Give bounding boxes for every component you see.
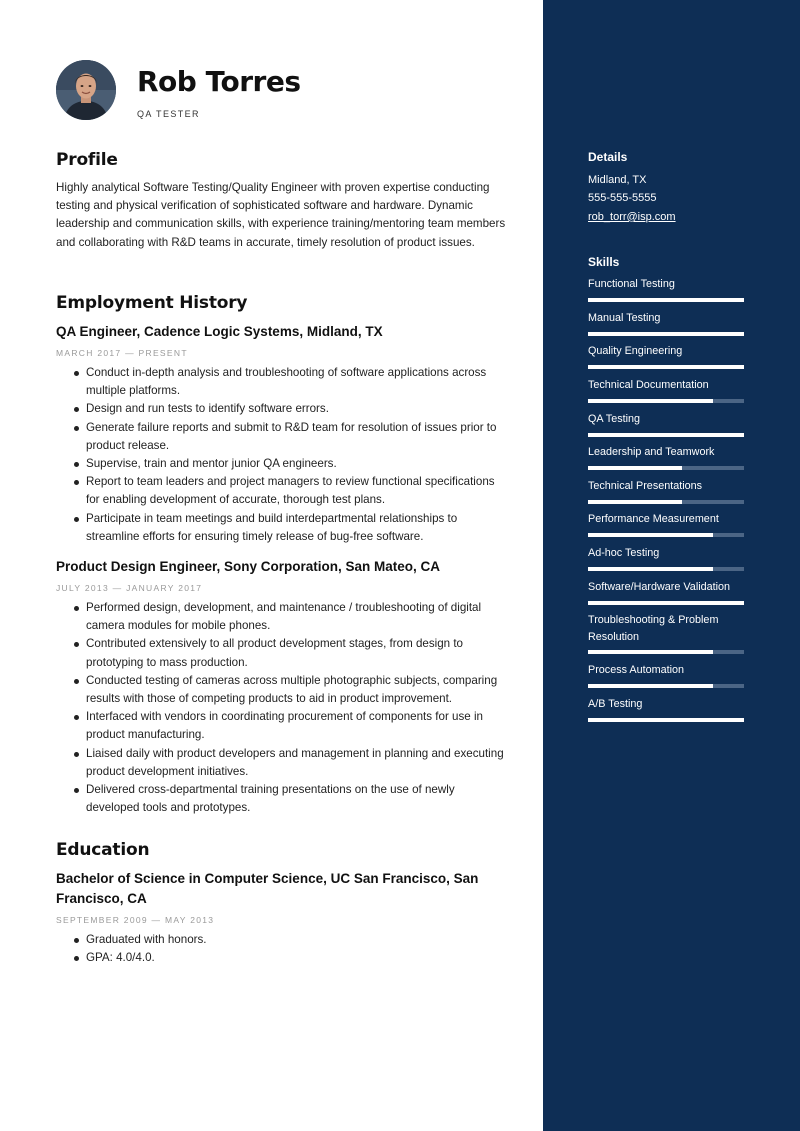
skill-label: Quality Engineering xyxy=(588,345,683,357)
education-heading: Education xyxy=(56,840,150,860)
candidate-name: Rob Torres xyxy=(137,65,301,98)
education-dates: SEPTEMBER 2009 — MAY 2013 xyxy=(56,915,215,925)
list-item: Report to team leaders and project managers to review functional specifications for enabling development of accurate, thorough test plans. xyxy=(86,473,506,509)
skill-label: Software/Hardware Validation xyxy=(588,581,731,593)
skill-level-fill xyxy=(588,500,682,504)
skill-level-bar xyxy=(588,601,744,605)
skill-item xyxy=(588,662,744,688)
details-location: Midland, TX xyxy=(588,174,647,186)
skill-level-fill xyxy=(588,650,713,654)
list-item: Conduct in-depth analysis and troubleshooting of software applications across multiple platforms. xyxy=(86,364,506,400)
skill-level-fill xyxy=(588,533,713,537)
job-bullets-1 xyxy=(86,364,506,546)
skill-label: Ad-hoc Testing xyxy=(588,547,660,559)
skill-level-bar xyxy=(588,533,744,537)
skill-level-bar xyxy=(588,567,744,571)
skill-level-bar xyxy=(588,500,744,504)
details-phone: 555-555-5555 xyxy=(588,192,657,204)
skill-level-bar xyxy=(588,718,744,722)
skill-level-fill xyxy=(588,601,744,605)
list-item: Graduated with honors. xyxy=(86,931,506,949)
skill-level-fill xyxy=(588,399,713,403)
skill-label: Technical Documentation xyxy=(588,379,709,391)
list-item: Delivered cross-departmental training presentations on the use of newly developed tools and prototypes. xyxy=(86,781,506,817)
skill-label: Technical Presentations xyxy=(588,480,703,492)
list-item: GPA: 4.0/4.0. xyxy=(86,949,506,967)
profile-heading: Profile xyxy=(56,150,118,170)
skill-item xyxy=(588,696,744,722)
skill-label: Troubleshooting & Problem Resolution xyxy=(588,614,719,643)
list-item: Liaised daily with product developers and management in planning and executing product development initiatives. xyxy=(86,745,506,781)
skill-label: Functional Testing xyxy=(588,278,675,290)
details-email-link[interactable]: rob_torr@isp.com xyxy=(588,211,676,223)
skill-item xyxy=(588,276,744,302)
list-item: Supervise, train and mentor junior QA engineers. xyxy=(86,455,506,473)
skill-label: Performance Measurement xyxy=(588,513,719,525)
skill-level-bar xyxy=(588,365,744,369)
skill-level-bar xyxy=(588,399,744,403)
education-bullets xyxy=(86,931,506,967)
skill-item xyxy=(588,310,744,336)
skill-item xyxy=(588,545,744,571)
skill-level-bar xyxy=(588,332,744,336)
skill-level-fill xyxy=(588,684,713,688)
skill-level-bar xyxy=(588,466,744,470)
skill-item xyxy=(588,411,744,437)
skill-item xyxy=(588,444,744,470)
job-dates-1: MARCH 2017 — PRESENT xyxy=(56,348,188,358)
skill-level-fill xyxy=(588,365,744,369)
job-title: QA TESTER xyxy=(137,109,200,119)
avatar xyxy=(56,60,116,120)
list-item: Generate failure reports and submit to R&D team for resolution of issues prior to product release. xyxy=(86,419,506,455)
list-item: Contributed extensively to all product development stages, from design to prototyping to mass production. xyxy=(86,635,506,671)
skill-label: Manual Testing xyxy=(588,312,661,324)
skill-item xyxy=(588,343,744,369)
list-item: Design and run tests to identify software errors. xyxy=(86,400,506,418)
skill-level-fill xyxy=(588,433,744,437)
skill-label: A/B Testing xyxy=(588,698,643,710)
job-title-2: Product Design Engineer, Sony Corporation, San Mateo, CA xyxy=(56,559,441,574)
skills-heading: Skills xyxy=(588,255,620,269)
skill-level-fill xyxy=(588,332,744,336)
job-dates-2: JULY 2013 — JANUARY 2017 xyxy=(56,583,203,593)
skill-level-fill xyxy=(588,567,713,571)
job-title-1: QA Engineer, Cadence Logic Systems, Midland, TX xyxy=(56,324,383,339)
education-title: Bachelor of Science in Computer Science, UC San Francisco, San Francisco, CA xyxy=(56,871,479,906)
profile-text: Highly analytical Software Testing/Quality Engineer with proven expertise conducting testing and physical verification of sophisticated software and hardware. Dynamic leadership and communication skills, with experience training/mentoring team members and collaborating with R&D teams in accurate, timely resolution of product issues. xyxy=(56,181,506,249)
skill-item xyxy=(588,478,744,504)
skill-item xyxy=(588,377,744,403)
details-heading: Details xyxy=(588,150,628,164)
skill-item xyxy=(588,612,744,654)
skill-item xyxy=(588,579,744,605)
list-item: Conducted testing of cameras across multiple photographic subjects, comparing results with those of competing products to aid in product improvement. xyxy=(86,672,506,708)
employment-heading: Employment History xyxy=(56,293,248,313)
skill-level-bar xyxy=(588,298,744,302)
skill-level-fill xyxy=(588,466,682,470)
skill-label: Process Automation xyxy=(588,664,685,676)
skill-level-fill xyxy=(588,298,744,302)
skill-label: Leadership and Teamwork xyxy=(588,446,715,458)
job-bullets-2 xyxy=(86,599,506,817)
skill-level-bar xyxy=(588,650,744,654)
list-item: Participate in team meetings and build interdepartmental relationships to streamline efforts for ensuring timely release of bug-free software. xyxy=(86,510,506,546)
skill-level-bar xyxy=(588,433,744,437)
list-item: Performed design, development, and maintenance / troubleshooting of digital camera modules for mobile phones. xyxy=(86,599,506,635)
skill-level-bar xyxy=(588,684,744,688)
skill-label: QA Testing xyxy=(588,413,641,425)
skill-item xyxy=(588,511,744,537)
person-photo-icon xyxy=(56,60,116,120)
list-item: Interfaced with vendors in coordinating procurement of components for use in product manufacturing. xyxy=(86,708,506,744)
skill-level-fill xyxy=(588,718,744,722)
